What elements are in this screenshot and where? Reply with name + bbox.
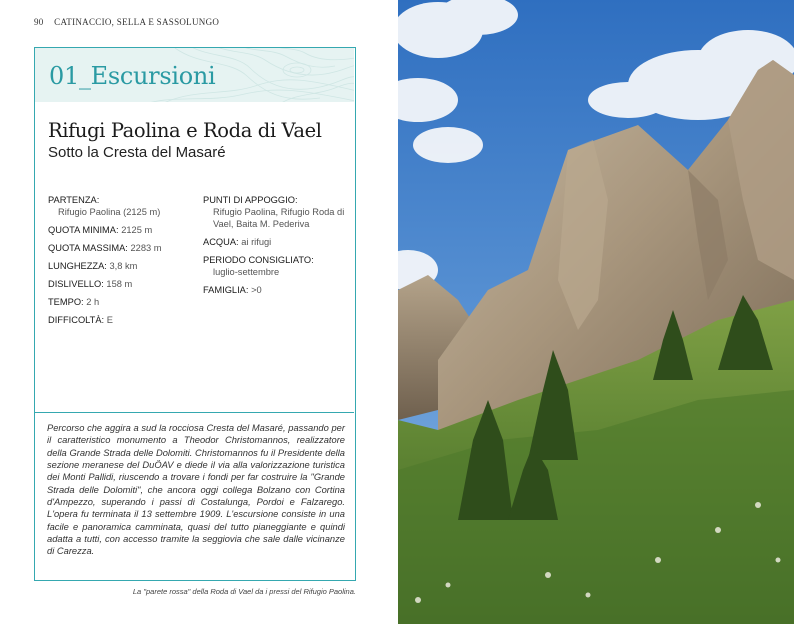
- fact-acqua: [203, 236, 351, 248]
- fact-value: 158 m: [106, 279, 133, 289]
- route-box: [34, 47, 356, 581]
- route-description: Percorso che aggira a sud la rocciosa Cresta del Masaré, passando per il caratteristico monumento a Theodor Christomannos, realizzatore della Grande Strada delle Dolomiti. Christomannos fu il Presidente della sezione meranese del DuÖAV e diede il via alla valorizzazione turistica dei Monti Pallidi, riuscendo a trovare i fondi per far costruire la "Grande Strada delle Dolomiti", che ancora oggi collega Bolzano con Cortina d'Ampezzo, superando i passi di Costalunga, Pordoi e Falzarego. L'opera fu terminata il 13 settembre 1909. L'escursione consiste in una facile e panoramica camminata, quasi del tutto pianeggiante e quindi adatta a tutti, con accesso tramite la seggiovia che sale dalle vicinanze di Carezza.: [47, 423, 345, 557]
- page-number: 90: [34, 17, 44, 27]
- fact-key: TEMPO:: [48, 297, 84, 307]
- fact-key: LUNGHEZZA:: [48, 261, 107, 271]
- photo-caption: La "parete rossa" della Roda di Vael da i pressi del Rifugio Paolina.: [132, 587, 356, 596]
- fact-periodo: [203, 254, 351, 278]
- running-head: [34, 17, 219, 27]
- running-title: CATINACCIO, SELLA E SASSOLUNGO: [54, 17, 220, 27]
- route-subtitle: Sotto la Cresta del Masaré: [48, 144, 226, 161]
- mountain-photo: [398, 0, 794, 624]
- fact-value: Rifugio Paolina, Rifugio Roda di Vael, Baita M. Pederiva: [213, 207, 345, 229]
- fact-key: ACQUA:: [203, 237, 239, 247]
- fact-tempo: [48, 296, 198, 308]
- fact-value: E: [106, 315, 113, 325]
- fact-value: 2283 m: [130, 243, 162, 253]
- fact-quota-minima: [48, 224, 198, 236]
- fact-key: QUOTA MINIMA:: [48, 225, 119, 235]
- section-title: 01_Escursioni: [49, 62, 216, 90]
- facts-right-column: [203, 194, 351, 302]
- dolomites-landscape-image: [398, 0, 794, 624]
- fact-key: FAMIGLIA:: [203, 285, 249, 295]
- fact-value: 2 h: [86, 297, 100, 307]
- fact-value: ai rifugi: [241, 237, 272, 247]
- fact-key: PUNTI DI APPOGGIO:: [203, 195, 298, 205]
- fact-lunghezza: [48, 260, 198, 272]
- fact-famiglia: [203, 284, 351, 296]
- fact-key: QUOTA MASSIMA:: [48, 243, 128, 253]
- fact-value: >0: [251, 285, 262, 295]
- route-title: Rifugi Paolina e Roda di Vael: [48, 119, 322, 142]
- fact-quota-massima: [48, 242, 198, 254]
- fact-value: 3,8 km: [109, 261, 138, 271]
- fact-value: luglio-settembre: [213, 267, 280, 277]
- fact-key: PARTENZA:: [48, 195, 100, 205]
- fact-dislivello: [48, 278, 198, 290]
- fact-key: PERIODO CONSIGLIATO:: [203, 255, 314, 265]
- divider: [35, 412, 354, 413]
- facts-left-column: [48, 194, 198, 332]
- fact-key: DISLIVELLO:: [48, 279, 104, 289]
- fact-value: 2125 m: [121, 225, 153, 235]
- fact-value: Rifugio Paolina (2125 m): [58, 207, 161, 217]
- fact-difficolta: [48, 314, 198, 326]
- section-band: [35, 48, 354, 102]
- fact-key: DIFFICOLTÀ:: [48, 315, 105, 325]
- fact-punti-appoggio: [203, 194, 351, 230]
- fact-partenza: [48, 194, 198, 218]
